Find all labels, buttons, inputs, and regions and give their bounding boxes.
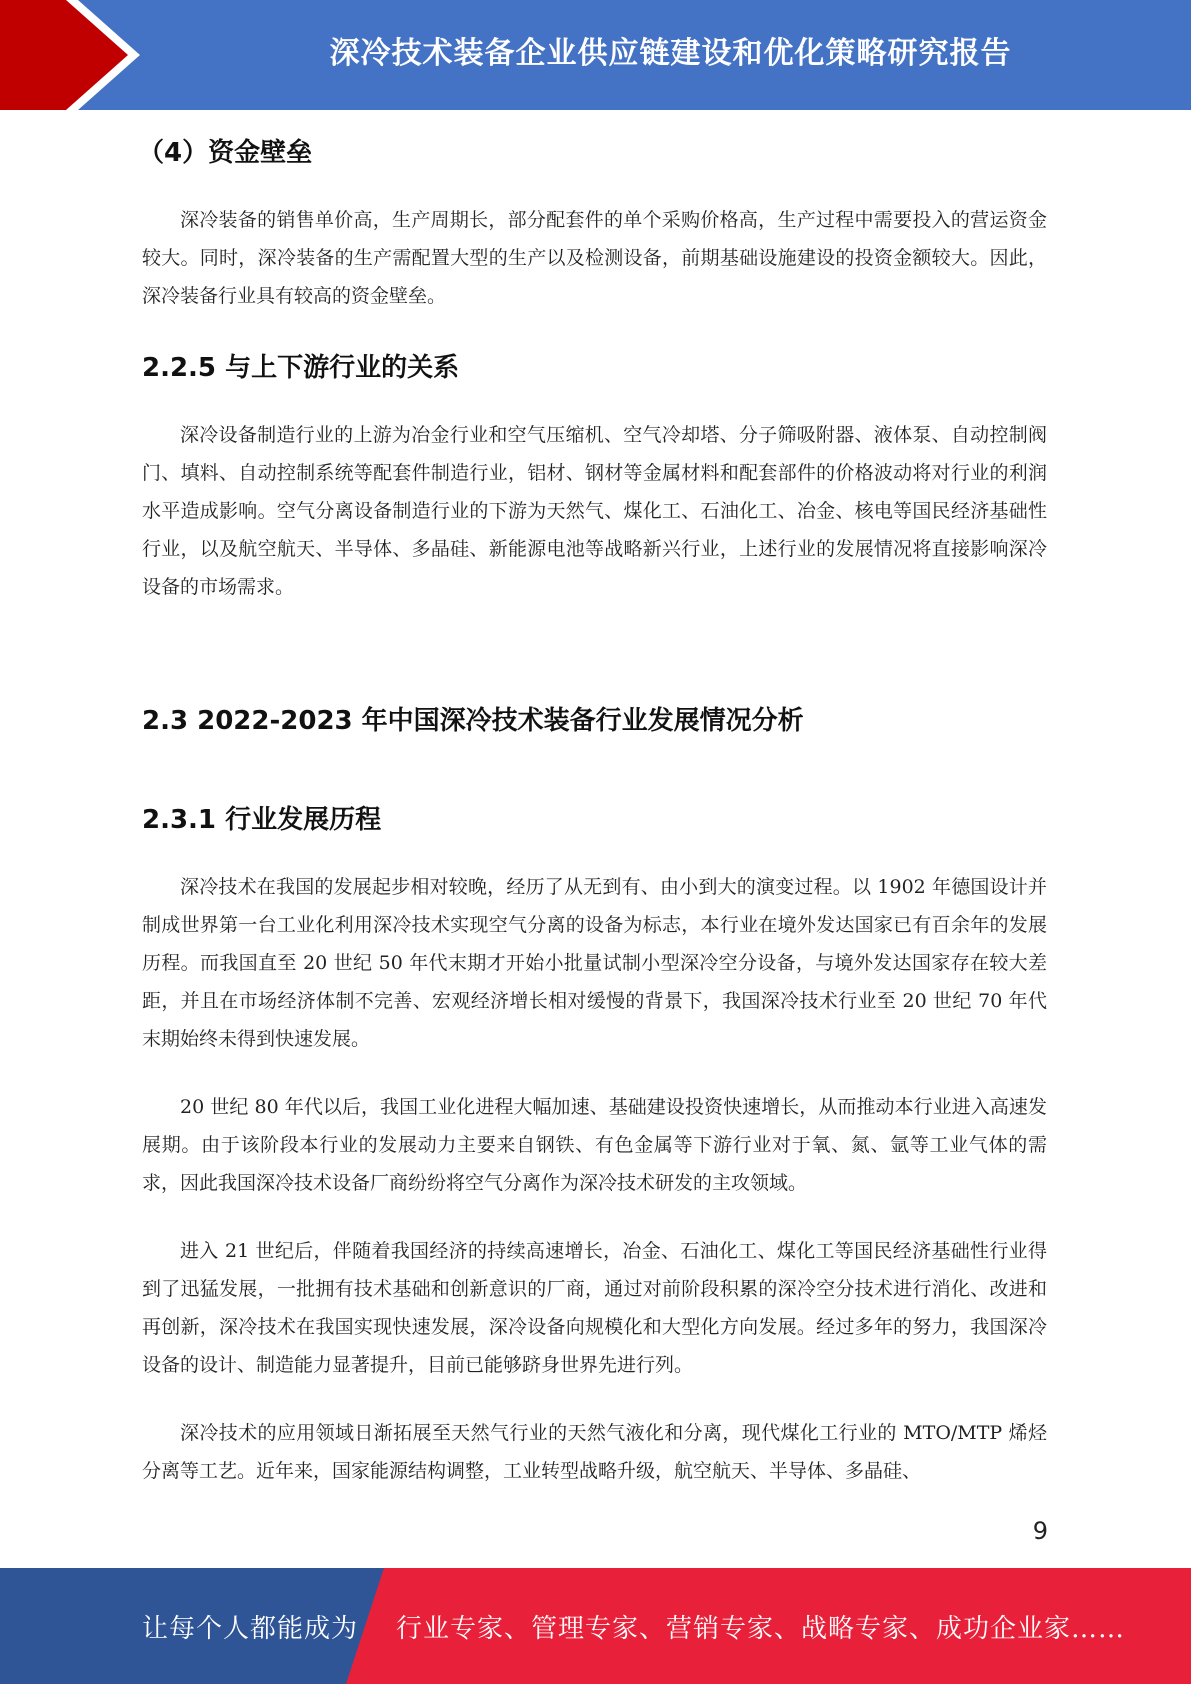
report-title: 深冷技术装备企业供应链建设和优化策略研究报告 — [329, 36, 1012, 71]
page-number: 9 — [1032, 1517, 1048, 1545]
page-content — [138, 110, 1047, 1490]
heading-2-2-5: 2.2.5 与上下游行业的关系 — [142, 353, 460, 383]
footer-slogan-right: 行业专家、管理专家、营销专家、战略专家、成功企业家…… — [396, 1613, 1126, 1644]
heading-2-3: 2.3 2022-2023 年中国深冷技术装备行业发展情况分析 — [142, 706, 804, 736]
paragraph-capital-barrier: 深冷装备的销售单价高，生产周期长，部分配套件的单个采购价格高，生产过程中需要投入的营运资金较大。同时，深冷装备的生产需配置大型的生产以及检测设备，前期基础设施建设的投资金额较大。因此，深冷装备行业具有较高的资金壁垒。 — [142, 209, 1047, 307]
footer-banner — [0, 1568, 1191, 1684]
paragraph-history-3: 进入 21 世纪后，伴随着我国经济的持续高速增长，冶金、石油化工、煤化工等国民经济基础性行业得到了迅猛发展，一批拥有技术基础和创新意识的厂商，通过对前阶段积累的深冷空分技术进行消化、改进和再创新，深冷技术在我国实现快速发展，深冷设备向规模化和大型化方向发展。经过多年的努力，我国深冷设备的设计、制造能力显著提升，目前已能够跻身世界先进行列。 — [142, 1240, 1047, 1376]
paragraph-history-2: 20 世纪 80 年代以后，我国工业化进程大幅加速、基础建设投资快速增长，从而推动本行业进入高速发展期。由于该阶段本行业的发展动力主要来自钢铁、有色金属等下游行业对于氧、氮、氩等工业气体的需求，因此我国深冷技术设备厂商纷纷将空气分离作为深冷技术研发的主攻领域。 — [142, 1096, 1047, 1194]
paragraph-history-1: 深冷技术在我国的发展起步相对较晚，经历了从无到有、由小到大的演变过程。以 1902 年德国设计并制成世界第一台工业化利用深冷技术实现空气分离的设备为标志，本行业在境外发达国家已有百余年的发展历程。而我国直至 20 世纪 50 年代末期才开始小批量试制小型深冷空分设备，与境外发达国家存在较大差距，并且在市场经济体制不完善、宏观经济增长相对缓慢的背景下，我国深冷技术行业至 20 世纪 70 年代末期始终未得到快速发展。 — [142, 876, 1047, 1050]
header-banner — [0, 0, 1191, 110]
paragraph-upstream-downstream: 深冷设备制造行业的上游为冶金行业和空气压缩机、空气冷却塔、分子筛吸附器、液体泵、自动控制阀门、填料、自动控制系统等配套件制造行业，铝材、钢材等金属材料和配套部件的价格波动将对行业的利润水平造成影响。空气分离设备制造行业的下游为天然气、煤化工、石油化工、冶金、核电等国民经济基础性行业，以及航空航天、半导体、多晶硅、新能源电池等战略新兴行业，上述行业的发展情况将直接影响深冷设备的市场需求。 — [142, 424, 1047, 598]
heading-2-3-1: 2.3.1 行业发展历程 — [142, 805, 382, 835]
paragraph-history-4: 深冷技术的应用领域日渐拓展至天然气行业的天然气液化和分离，现代煤化工行业的 MTO/MTP 烯烃分离等工艺。近年来，国家能源结构调整，工业转型战略升级，航空航天、半导体、多晶硅、 — [142, 1422, 1047, 1482]
heading-capital-barrier: （4）资金壁垒 — [138, 138, 313, 168]
footer-slogan-left: 让每个人都能成为 — [142, 1613, 359, 1644]
